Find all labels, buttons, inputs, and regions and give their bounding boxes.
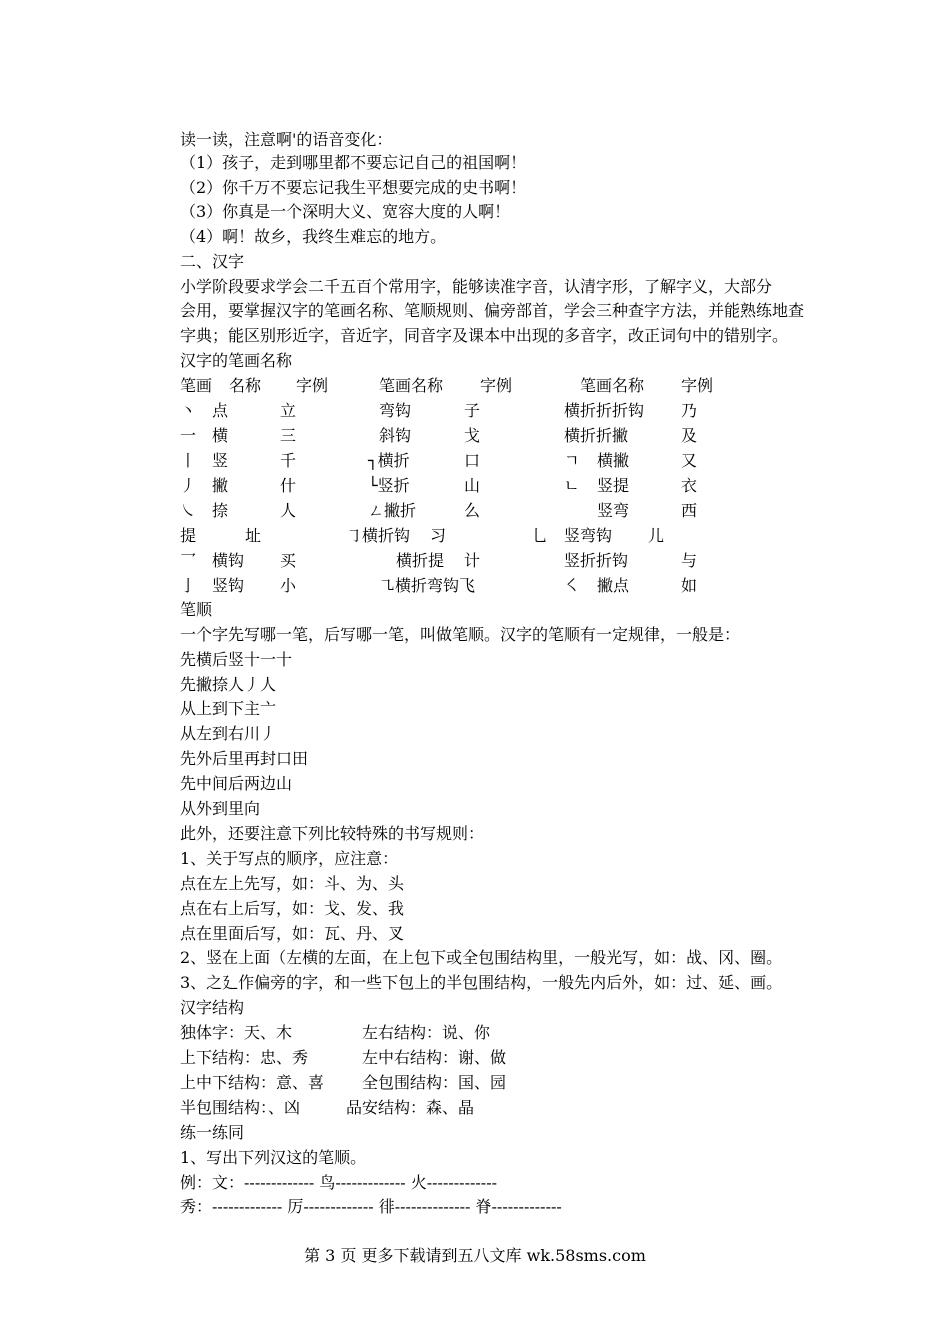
exercise-question: 1、写出下列汉这的笔顺。 bbox=[180, 1148, 367, 1167]
table-cell: 竖钩 bbox=[212, 576, 245, 595]
table-cell: 址 bbox=[245, 526, 262, 545]
reading-item: （3）你真是一个深明大义、宽容大度的人啊！ bbox=[180, 202, 511, 221]
structure-item: 左中右结构：谢、做 bbox=[362, 1048, 507, 1067]
table-cell: 竖弯 bbox=[597, 501, 630, 520]
table-cell: 山 bbox=[464, 476, 481, 495]
stroke-order-rule: 先横后竖十一十 bbox=[180, 650, 293, 669]
table-cell: 立 bbox=[280, 401, 297, 420]
structure-item: 左右结构：说、你 bbox=[362, 1023, 491, 1042]
stroke-order-rule: 从左到右川丿 bbox=[180, 724, 277, 743]
table-cell: 小 bbox=[280, 576, 297, 595]
table-cell: 如 bbox=[681, 576, 698, 595]
table-cell: 弯钩 bbox=[379, 401, 412, 420]
table-cell: ㇛ bbox=[564, 576, 581, 595]
table-header-cell: 笔画 bbox=[180, 376, 213, 395]
table-cell: 什 bbox=[280, 476, 297, 495]
table-cell: 横 bbox=[212, 426, 229, 445]
table-cell: 与 bbox=[681, 551, 698, 570]
table-cell: 一 bbox=[180, 426, 197, 445]
table-cell: 提 bbox=[180, 526, 197, 545]
table-header-cell: 笔画名称 bbox=[379, 376, 444, 395]
table-cell: 口 bbox=[464, 451, 481, 470]
exercise-title: 练一练同 bbox=[180, 1123, 245, 1142]
table-cell: 乃 bbox=[681, 401, 698, 420]
table-cell: 横折折折钩 bbox=[564, 401, 645, 420]
table-cell: └竖折 bbox=[368, 476, 410, 495]
stroke-order-rule: 先撇捺人丿人 bbox=[180, 675, 277, 694]
table-cell: 戈 bbox=[464, 426, 481, 445]
table-cell: 竖弯钩 bbox=[564, 526, 613, 545]
table-cell: ㇈横折弯钩飞 bbox=[379, 576, 476, 595]
stroke-order-title: 笔顺 bbox=[180, 600, 213, 619]
table-cell: 丶 bbox=[180, 401, 197, 420]
table-cell: 丿 bbox=[180, 476, 197, 495]
strokes-title: 汉字的笔画名称 bbox=[180, 351, 293, 370]
table-cell: 竖 bbox=[212, 451, 229, 470]
table-header-cell: 名称 bbox=[229, 376, 262, 395]
table-cell: 又 bbox=[681, 451, 698, 470]
stroke-order-rule: 从外到里向 bbox=[180, 799, 261, 818]
structure-item: 独体字：天、木 bbox=[180, 1023, 293, 1042]
page-footer: 第 3 页 更多下载请到五八文库 wk.58sms.com bbox=[304, 1246, 646, 1265]
table-cell: 撇 bbox=[212, 476, 229, 495]
table-cell: 人 bbox=[280, 501, 297, 520]
stroke-order-rule: 先外后里再封口田 bbox=[180, 749, 309, 768]
table-cell: 西 bbox=[681, 501, 698, 520]
table-cell: 儿 bbox=[648, 526, 665, 545]
table-header-cell: 笔画名称 bbox=[580, 376, 645, 395]
table-cell: 撇点 bbox=[597, 576, 630, 595]
special-rule: 点在右上后写，如：戈、发、我 bbox=[180, 899, 405, 918]
table-header-cell: 字例 bbox=[480, 376, 513, 395]
table-cell: ㇏ bbox=[180, 501, 197, 520]
special-rule: 点在左上先写，如：斗、为、头 bbox=[180, 874, 405, 893]
table-cell: ㄴ bbox=[564, 476, 580, 495]
reading-item: （2）你千万不要忘记我生平想要完成的史书啊！ bbox=[180, 178, 527, 197]
special-rule: 1、关于写点的顺序，应注意： bbox=[180, 849, 399, 868]
table-cell: 及 bbox=[681, 426, 698, 445]
structure-title: 汉字结构 bbox=[180, 998, 245, 1017]
intro-line: 会用，要掌握汉字的笔画名称、笔顺规则、偏旁部首，学会三种查字方法，并能熟练地查 bbox=[180, 301, 805, 320]
special-rule: 点在里面后写，如：瓦、丹、叉 bbox=[180, 924, 405, 943]
structure-item: 上下结构：忠、秀 bbox=[180, 1048, 309, 1067]
table-cell: 竖折折钩 bbox=[564, 551, 629, 570]
exercise-example: 例：文：------------- 鸟------------- 火------------- bbox=[180, 1173, 498, 1192]
table-cell: ㄥ撇折 bbox=[368, 501, 417, 520]
table-cell: 斜钩 bbox=[379, 426, 412, 445]
special-rules-intro: 此外，还要注意下列比较特殊的书写规则： bbox=[180, 824, 485, 843]
table-cell: 计 bbox=[464, 551, 481, 570]
stroke-order-intro: 一个字先写哪一笔，后写哪一笔，叫做笔顺。汉字的笔顺有一定规律，一般是： bbox=[180, 625, 741, 644]
table-cell: 横钩 bbox=[212, 551, 245, 570]
section-heading-hanzi: 二、汉字 bbox=[180, 252, 245, 271]
table-cell: 乚 bbox=[532, 526, 549, 545]
table-cell: 子 bbox=[464, 401, 481, 420]
reading-item: （4）啊！故乡，我终生难忘的地方。 bbox=[180, 227, 447, 246]
table-cell: 横折提 bbox=[396, 551, 445, 570]
stroke-order-rule: 先中间后两边山 bbox=[180, 774, 293, 793]
special-rule: 2、竖在上面（左横的左面，在上包下或全包围结构里，一般光写，如：战、冈、圈。 bbox=[180, 948, 783, 967]
table-cell: 习 bbox=[430, 526, 447, 545]
reading-title: 读一读，注意啊'的语音变化： bbox=[180, 130, 393, 149]
table-cell: 点 bbox=[212, 401, 229, 420]
special-rule: 3、之廴作偏旁的字，和一些下包上的半包围结构，一般先内后外，如：过、延、画。 bbox=[180, 973, 783, 992]
table-header-cell: 字例 bbox=[681, 376, 714, 395]
table-cell: 竖提 bbox=[597, 476, 630, 495]
intro-line: 小学阶段要求学会二千五百个常用字，能够读准字音，认清字形，了解字义，大部分 bbox=[180, 277, 773, 296]
reading-item: （1）孩子，走到哪里都不要忘记自己的祖国啊！ bbox=[180, 153, 527, 172]
table-cell: 横折折撇 bbox=[564, 426, 629, 445]
table-cell: 千 bbox=[280, 451, 297, 470]
table-cell: 么 bbox=[464, 501, 481, 520]
stroke-order-rule: 从上到下主亠 bbox=[180, 699, 277, 718]
table-cell: 买 bbox=[280, 551, 297, 570]
exercise-line: 秀：------------- 厉------------- 徘-------------- 脊------------- bbox=[180, 1197, 562, 1216]
structure-item: 品安结构：森、晶 bbox=[346, 1098, 475, 1117]
table-cell: 乛 bbox=[180, 551, 197, 570]
intro-line: 字典；能区别形近字，音近字，同音字及课本中出现的多音字，改正词句中的错别字。 bbox=[180, 326, 789, 345]
table-cell: 横撇 bbox=[597, 451, 630, 470]
table-cell: ㄱ bbox=[564, 451, 580, 470]
table-cell: ┐横折 bbox=[368, 451, 410, 470]
table-cell: 衣 bbox=[681, 476, 698, 495]
structure-item: 上中下结构：意、喜 bbox=[180, 1073, 325, 1092]
table-cell: 丨 bbox=[180, 451, 197, 470]
table-cell: 捺 bbox=[212, 501, 229, 520]
table-cell: 三 bbox=[280, 426, 297, 445]
table-cell: 亅 bbox=[180, 576, 197, 595]
table-cell: ㇆横折钩 bbox=[346, 526, 411, 545]
table-header-cell: 字例 bbox=[296, 376, 329, 395]
structure-item: 半包围结构：、凶 bbox=[180, 1098, 301, 1117]
structure-item: 全包围结构：国、园 bbox=[362, 1073, 507, 1092]
